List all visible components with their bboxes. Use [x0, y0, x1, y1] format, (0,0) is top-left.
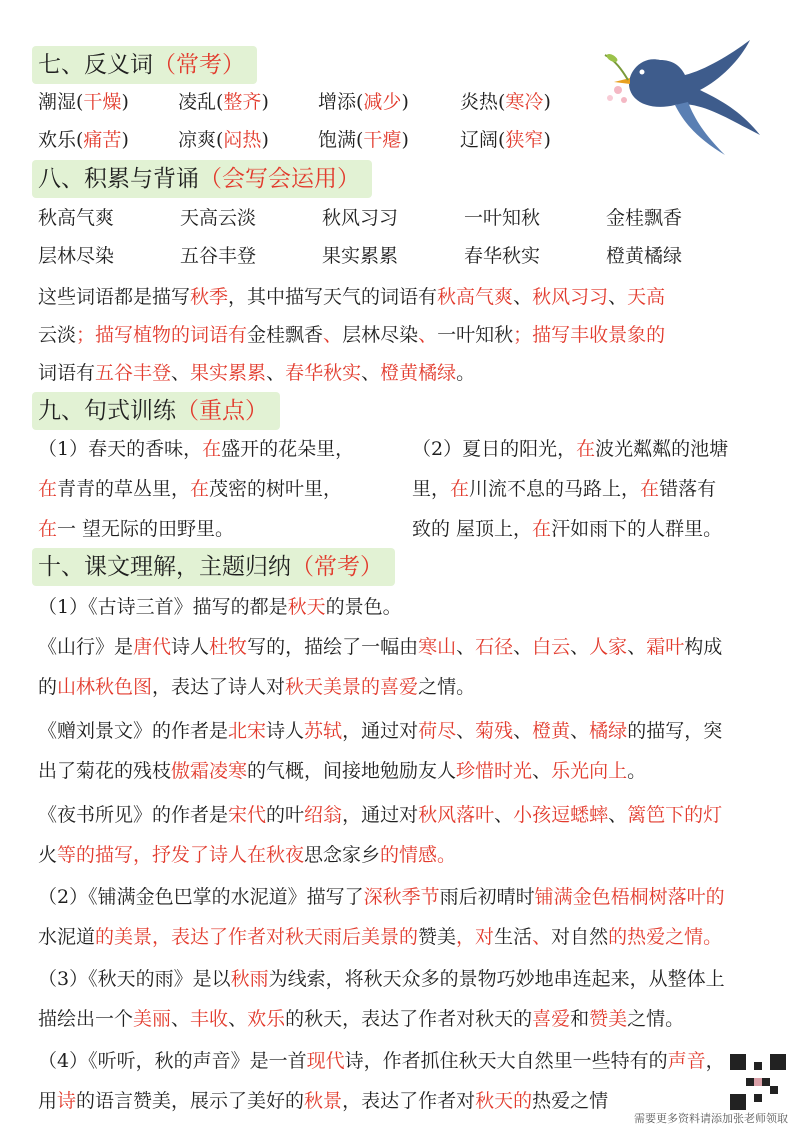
text-segment: 春华秋实: [285, 362, 362, 384]
text-segment: 《赠刘景文》的作者是: [38, 720, 229, 742]
section-9-heading: 九、句式训练: [38, 398, 176, 424]
text-segment: 苏轼: [304, 720, 343, 742]
text-segment: 、: [513, 286, 533, 308]
text-segment: 写的，描绘了一幅由: [247, 636, 419, 658]
text-segment: 欢乐: [247, 1008, 286, 1030]
text-segment: 、: [228, 1008, 248, 1030]
idiom-word: 金桂飘香: [606, 207, 683, 229]
text-segment: 果实累累: [190, 362, 267, 384]
antonym-close: ): [543, 129, 551, 151]
antonym-answer: 减少: [363, 91, 402, 113]
text-segment: 秋天的: [475, 1090, 533, 1112]
text-segment: 、: [513, 636, 533, 658]
text-segment: 的: [38, 676, 58, 698]
section-10-tag: （常考）: [291, 554, 383, 580]
text-segment: 诗人: [266, 720, 305, 742]
antonym-answer: 干瘪: [363, 129, 402, 151]
antonym-answer: 寒冷: [505, 91, 544, 113]
text-segment: ，表达了诗人对: [152, 676, 286, 698]
summary-line: [38, 672, 475, 702]
text-segment: 秋风习习: [532, 286, 609, 308]
text-segment: 荷尽: [418, 720, 457, 742]
text-segment: 小孩逗蟋蟀: [513, 804, 609, 826]
text-segment: 、: [532, 926, 552, 948]
text-segment: 川流不息的马路上，: [469, 478, 641, 500]
text-segment: 赞美: [589, 1008, 628, 1030]
idiom-word: 橙黄橘绿: [606, 245, 683, 267]
antonym-pair: [38, 88, 129, 116]
idiom-word: 春华秋实: [464, 245, 541, 267]
antonym-close: ): [543, 91, 551, 113]
text-segment: 、: [171, 1008, 191, 1030]
text-segment: 热爱之情: [532, 1090, 609, 1112]
antonym-word: 增添(: [318, 91, 364, 113]
text-segment: 一 望无际的田野里。: [57, 518, 235, 540]
idiom-word: 天高云淡: [180, 207, 257, 229]
idiom-word: 果实累累: [322, 245, 399, 267]
antonym-pair: [178, 126, 269, 154]
text-segment: ，其中描写天气的词语有: [228, 286, 438, 308]
text-segment: （2）《铺满金色巴掌的水泥道》描写了: [38, 886, 364, 908]
paragraph-line: [38, 358, 475, 388]
antonym-word: 凌乱(: [178, 91, 224, 113]
text-segment: ，: [705, 1050, 725, 1072]
section-8-heading: 八、积累与背诵: [38, 166, 199, 192]
text-segment: 秋雨: [230, 968, 269, 990]
text-segment: 傲霜凌寒: [171, 760, 248, 782]
text-segment: 词语有: [38, 362, 96, 384]
text-segment: 、: [513, 720, 533, 742]
text-segment: 在: [640, 478, 660, 500]
text-segment: ，通过对: [342, 720, 419, 742]
drill-line-left: [38, 434, 354, 464]
text-segment: 人家: [589, 636, 628, 658]
text-segment: 描绘出一个: [38, 1008, 134, 1030]
antonym-answer: 狭窄: [505, 129, 544, 151]
text-segment: 的语言赞美，展示了美好的: [76, 1090, 305, 1112]
drill-line-right: [412, 474, 716, 504]
text-segment: 霜叶: [646, 636, 685, 658]
idiom-word: 一叶知秋: [464, 207, 541, 229]
section-7-heading: 七、反义词: [38, 52, 153, 78]
text-segment: 生活: [494, 926, 533, 948]
text-segment: 、: [266, 362, 286, 384]
text-segment: 诗人: [171, 636, 210, 658]
text-segment: 火: [38, 844, 58, 866]
antonym-word: 炎热(: [460, 91, 506, 113]
text-segment: 汗如雨下的人群里。: [551, 518, 723, 540]
text-segment: 、: [323, 324, 343, 346]
text-segment: 山林秋色图: [57, 676, 153, 698]
text-segment: 在: [450, 478, 470, 500]
text-segment: 、: [361, 362, 381, 384]
text-segment: 错落有: [659, 478, 717, 500]
text-segment: 云淡: [38, 324, 77, 346]
text-segment: 绍翁: [304, 804, 343, 826]
text-segment: 的秋天，表达了作者对秋天的: [285, 1008, 533, 1030]
text-segment: 、: [171, 362, 191, 384]
text-segment: ，通过对: [342, 804, 419, 826]
text-segment: （1）春天的香味，: [38, 438, 203, 460]
text-segment: 对自然: [551, 926, 609, 948]
antonym-close: ): [261, 129, 269, 151]
qr-code-icon: [730, 1054, 786, 1110]
section-9-title: [32, 392, 280, 430]
text-segment: 珍惜时光: [456, 760, 533, 782]
text-segment: 的情感。: [380, 844, 457, 866]
text-segment: 在: [190, 478, 210, 500]
idiom-word: 五谷丰登: [180, 245, 257, 267]
text-segment: 、: [494, 804, 514, 826]
text-segment: 铺满金色梧桐树落叶的: [534, 886, 725, 908]
text-segment: 、: [570, 636, 590, 658]
antonym-close: ): [121, 91, 129, 113]
antonym-word: 辽阔(: [460, 129, 506, 151]
text-segment: 乐光向上: [551, 760, 628, 782]
text-segment: 《夜书所见》的作者是: [38, 804, 229, 826]
drill-line-left: [38, 474, 342, 504]
text-segment: 、: [608, 804, 628, 826]
text-segment: （4）《听听，秋的声音》是一首: [38, 1050, 307, 1072]
text-segment: 、: [627, 636, 647, 658]
antonym-pair: [460, 126, 551, 154]
text-segment: 天高: [627, 286, 666, 308]
section-8-tag: （会写会运用）: [199, 166, 360, 192]
summary-line: [38, 800, 722, 830]
antonym-word: 凉爽(: [178, 129, 224, 151]
text-segment: 在: [38, 478, 58, 500]
text-segment: 北宋: [228, 720, 267, 742]
text-segment: 五谷丰登: [95, 362, 172, 384]
text-segment: 在: [38, 518, 58, 540]
text-segment: 思念家乡: [304, 844, 381, 866]
summary-line: [38, 922, 722, 952]
section-7-tag: （常考）: [153, 52, 245, 78]
summary-line: [38, 1004, 684, 1034]
text-segment: 出了菊花的残枝: [38, 760, 172, 782]
antonym-close: ): [261, 91, 269, 113]
antonym-close: ): [401, 91, 409, 113]
text-segment: 雨后初晴时: [439, 886, 535, 908]
text-segment: 的美景，表达了作者对秋天雨后美景的: [95, 926, 419, 948]
text-segment: 的描写，突: [627, 720, 723, 742]
swallow-icon: [600, 30, 770, 170]
text-segment: 杜牧: [209, 636, 248, 658]
text-segment: 、: [608, 286, 628, 308]
drill-line-left: [38, 514, 234, 544]
antonym-word: 潮湿(: [38, 91, 84, 113]
text-segment: 深秋季节: [363, 886, 440, 908]
text-segment: 寒山: [418, 636, 457, 658]
summary-line: [38, 756, 646, 786]
text-segment: 一叶知秋: [437, 324, 514, 346]
text-segment: 、: [532, 760, 552, 782]
section-10-title: [32, 548, 395, 586]
text-segment: 橙黄橘绿: [380, 362, 457, 384]
text-segment: 和: [570, 1008, 590, 1030]
text-segment: 橙黄: [532, 720, 571, 742]
antonym-answer: 痛苦: [83, 129, 122, 151]
section-9-tag: （重点）: [176, 398, 268, 424]
text-segment: 秋天: [287, 596, 326, 618]
text-segment: 《山行》是: [38, 636, 134, 658]
antonym-word: 饱满(: [318, 129, 364, 151]
summary-line: [38, 1086, 608, 1116]
text-segment: 喜爱: [532, 1008, 571, 1030]
text-segment: 构成: [684, 636, 723, 658]
text-segment: 白云: [532, 636, 571, 658]
text-segment: ，对: [456, 926, 495, 948]
text-segment: （2）夏日的阳光，: [412, 438, 577, 460]
text-segment: 、: [456, 720, 476, 742]
footer-note: 需要更多资料请添加张老师领取: [634, 1112, 788, 1125]
antonym-pair: [460, 88, 551, 116]
summary-line: [38, 1046, 725, 1076]
text-segment: 赞美: [418, 926, 457, 948]
antonym-close: ): [121, 129, 129, 151]
drill-line-right: [412, 514, 722, 544]
text-segment: 波光粼粼的池塘: [595, 438, 729, 460]
text-segment: 青青的草丛里，: [57, 478, 191, 500]
text-segment: 秋景: [304, 1090, 343, 1112]
antonym-answer: 干燥: [83, 91, 122, 113]
text-segment: 为线索，将秋天众多的景物巧妙地串连起来，从整体上: [268, 968, 725, 990]
antonym-close: ): [401, 129, 409, 151]
text-segment: （3）《秋天的雨》是以: [38, 968, 231, 990]
text-segment: 在: [202, 438, 222, 460]
text-segment: 金桂飘香: [247, 324, 324, 346]
text-segment: 。: [456, 362, 476, 384]
text-segment: 秋天美景的喜爱: [285, 676, 419, 698]
idiom-word: 秋风习习: [322, 207, 399, 229]
text-segment: 诗，作者抓住秋天大自然里一些特有的: [344, 1050, 668, 1072]
text-segment: 水泥道: [38, 926, 96, 948]
text-segment: 声音: [667, 1050, 706, 1072]
text-segment: 等的描写，抒发了诗人在秋夜: [57, 844, 305, 866]
text-segment: 。: [627, 760, 647, 782]
text-segment: ，表达了作者对: [342, 1090, 476, 1112]
text-segment: 的叶: [266, 804, 305, 826]
text-segment: 篱笆下的灯: [627, 804, 723, 826]
summary-line: [38, 716, 722, 746]
text-segment: 茂密的树叶里，: [209, 478, 343, 500]
text-segment: 唐代: [133, 636, 172, 658]
text-segment: 在: [576, 438, 596, 460]
text-segment: 这些词语都是描写: [38, 286, 191, 308]
text-segment: 致的 屋顶上，: [412, 518, 533, 540]
paragraph-line: [38, 320, 665, 350]
text-segment: 、: [570, 720, 590, 742]
text-segment: 里，: [412, 478, 451, 500]
drill-line-right: [412, 434, 728, 464]
paragraph-line: [38, 282, 665, 312]
text-segment: 美丽: [133, 1008, 172, 1030]
antonym-answer: 闷热: [223, 129, 262, 151]
summary-line: [38, 592, 402, 622]
text-segment: 丰收: [190, 1008, 229, 1030]
text-segment: 的景色。: [325, 596, 402, 618]
text-segment: 、: [418, 324, 438, 346]
text-segment: 之情。: [418, 676, 476, 698]
section-10-heading: 十、课文理解，主题归纳: [38, 554, 291, 580]
summary-line: [38, 882, 725, 912]
text-segment: 秋高气爽: [437, 286, 514, 308]
antonym-pair: [318, 126, 409, 154]
text-segment: 盛开的花朵里，: [221, 438, 355, 460]
text-segment: 菊残: [475, 720, 514, 742]
idiom-word: 秋高气爽: [38, 207, 115, 229]
antonym-answer: 整齐: [223, 91, 262, 113]
text-segment: 在: [532, 518, 552, 540]
antonym-word: 欢乐(: [38, 129, 84, 151]
text-segment: 的气概，间接地勉励友人: [247, 760, 457, 782]
idiom-word: 层林尽染: [38, 245, 115, 267]
text-segment: 用: [38, 1090, 58, 1112]
text-segment: 的热爱之情。: [608, 926, 723, 948]
text-segment: 宋代: [228, 804, 267, 826]
summary-line: [38, 632, 722, 662]
antonym-pair: [38, 126, 129, 154]
text-segment: 橘绿: [589, 720, 628, 742]
section-8-title: [32, 160, 372, 198]
text-segment: 秋风落叶: [418, 804, 495, 826]
text-segment: 诗: [57, 1090, 77, 1112]
antonym-pair: [178, 88, 269, 116]
text-segment: 石径: [475, 636, 514, 658]
text-segment: ；描写丰收景象的: [513, 324, 666, 346]
text-segment: 之情。: [627, 1008, 685, 1030]
text-segment: ；描写植物的词语有: [76, 324, 248, 346]
text-segment: 秋季: [190, 286, 229, 308]
summary-line: [38, 964, 725, 994]
text-segment: 现代: [306, 1050, 345, 1072]
text-segment: 、: [456, 636, 476, 658]
text-segment: 层林尽染: [342, 324, 419, 346]
section-7-title: [32, 46, 257, 84]
text-segment: （1）《古诗三首》描写的都是: [38, 596, 288, 618]
summary-line: [38, 840, 456, 870]
antonym-pair: [318, 88, 409, 116]
